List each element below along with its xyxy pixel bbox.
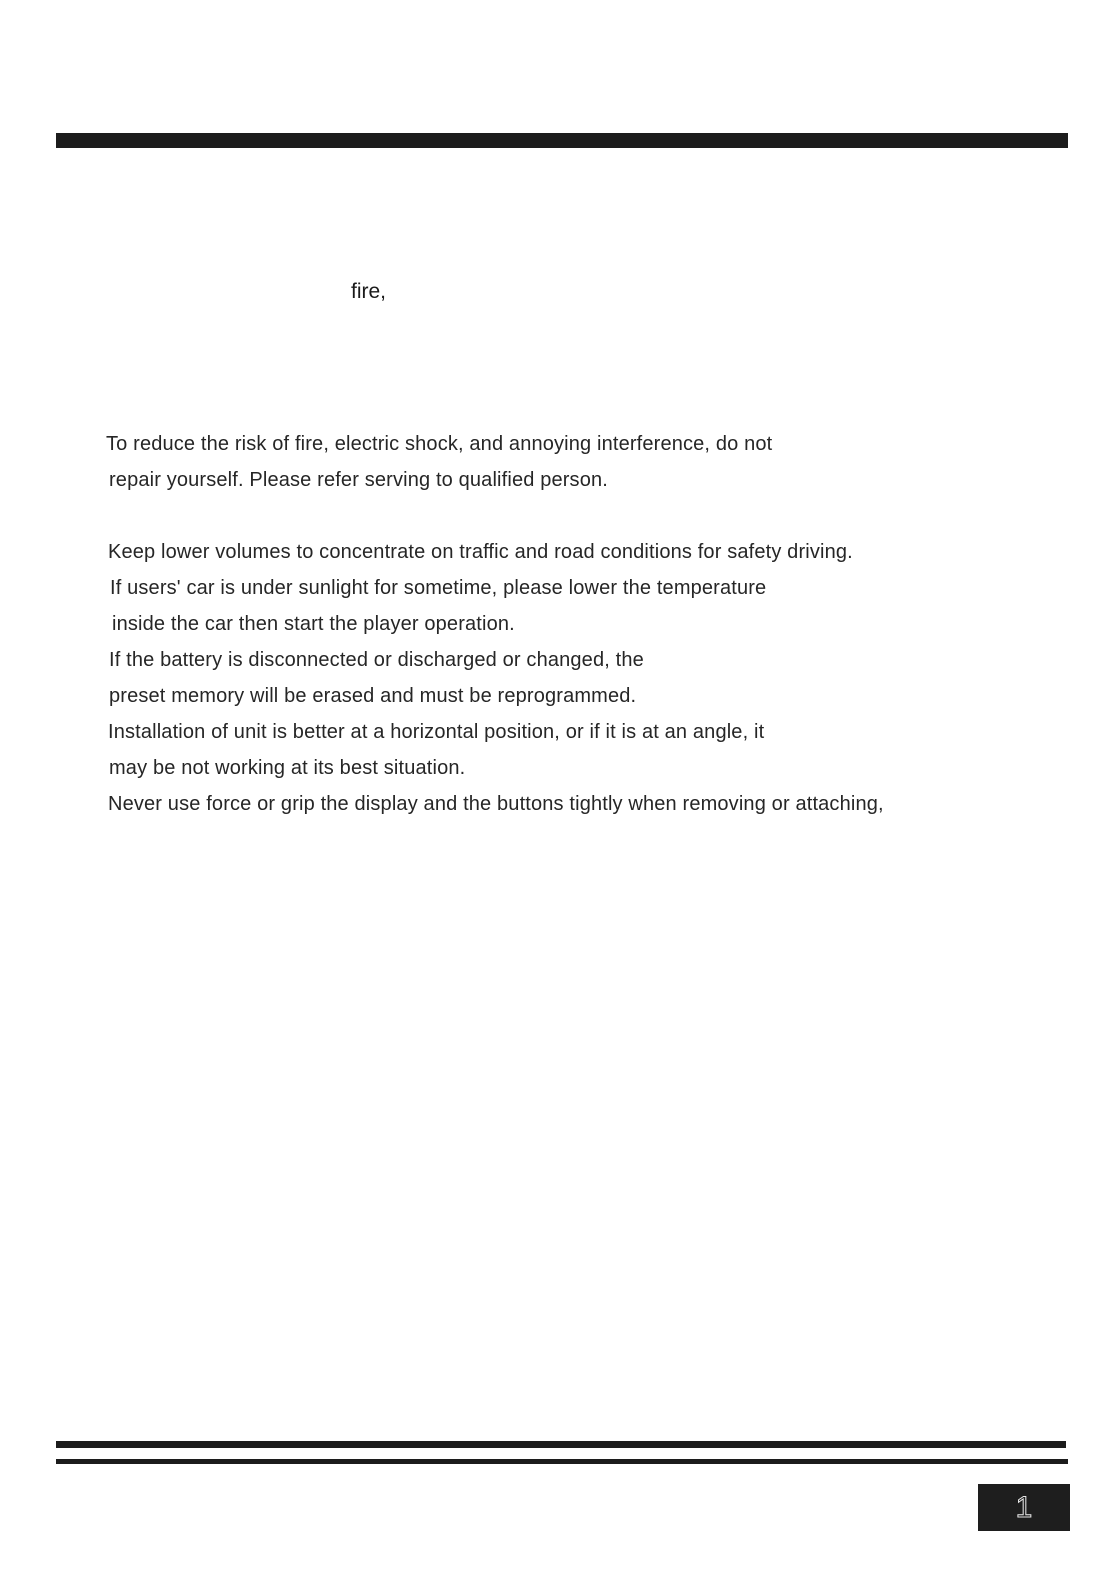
body-line: Installation of unit is better at a horizontal position, or if it is at an angle, it [108,721,765,743]
body-line: To reduce the risk of fire, electric shock, and annoying interference, do not [106,433,773,455]
body-line: Never use force or grip the display and the buttons tightly when removing or attaching, [108,793,884,815]
text-fragment: fire, [351,280,387,303]
page-number-box [978,1484,1070,1531]
body-line: repair yourself. Please refer serving to qualified person. [109,469,608,491]
body-line: inside the car then start the player operation. [112,613,515,635]
page-number: 1 [1015,1490,1033,1524]
body-line: may be not working at its best situation. [109,757,466,779]
footer-rule-upper [56,1441,1066,1448]
footer-rule-lower [56,1459,1068,1464]
body-line: If users' car is under sunlight for sometime, please lower the temperature [110,577,767,599]
body-line: preset memory will be erased and must be reprogrammed. [109,685,637,707]
body-line: Keep lower volumes to concentrate on traffic and road conditions for safety driving. [108,541,853,563]
header-rule [56,133,1068,148]
body-line: If the battery is disconnected or discharged or changed, the [109,649,644,671]
